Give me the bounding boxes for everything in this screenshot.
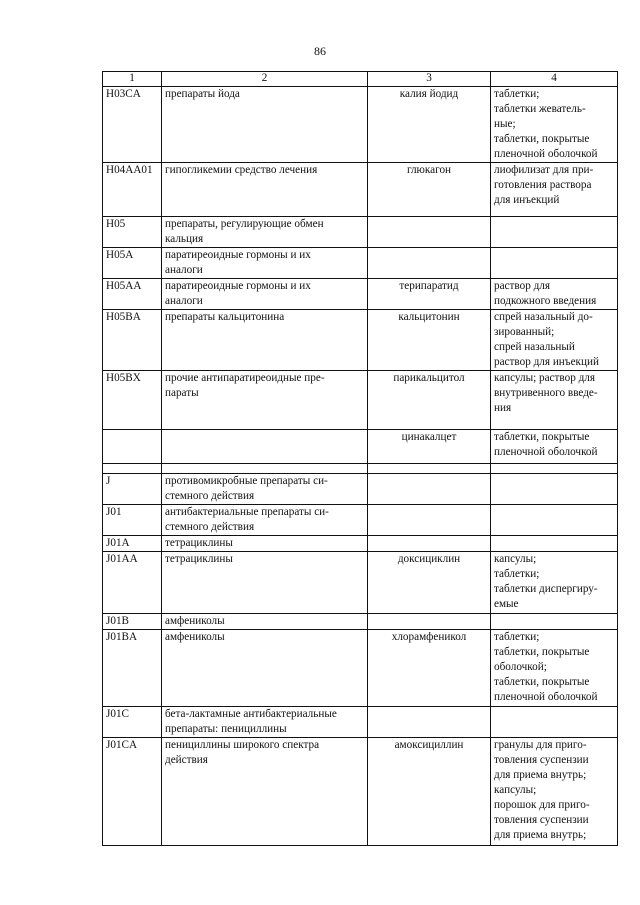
dosage-forms: лиофилизат для при- готовления раствора для инъекций — [491, 163, 618, 217]
atc-code: H04AA01 — [103, 163, 162, 217]
atc-code: J01AA — [103, 552, 162, 614]
table-row — [103, 163, 618, 217]
dosage-forms — [491, 536, 618, 552]
atc-code: H05 — [103, 217, 162, 248]
pharmacological-group: препараты, регулирующие обмен кальция — [162, 217, 368, 248]
table-row — [103, 552, 618, 614]
drug-table — [102, 71, 618, 846]
table-row — [103, 430, 618, 464]
table-row — [103, 248, 618, 279]
drug-name: кальцитонин — [368, 310, 491, 371]
pharmacological-group: тетрациклины — [162, 552, 368, 614]
column-header: 3 — [368, 72, 491, 87]
atc-code: H05AA — [103, 279, 162, 310]
drug-name: глюкагон — [368, 163, 491, 217]
dosage-forms: капсулы; таблетки; таблетки диспергиру- емые — [491, 552, 618, 614]
dosage-forms: раствор для подкожного введения — [491, 279, 618, 310]
dosage-forms — [491, 707, 618, 738]
dosage-forms — [491, 474, 618, 505]
table-row — [103, 87, 618, 163]
atc-code: J — [103, 474, 162, 505]
table-row — [103, 536, 618, 552]
drug-name — [368, 614, 491, 630]
atc-code: H03CA — [103, 87, 162, 163]
drug-name: доксициклин — [368, 552, 491, 614]
atc-code — [103, 430, 162, 464]
dosage-forms — [491, 217, 618, 248]
pharmacological-group: паратиреоидные гормоны и их аналоги — [162, 248, 368, 279]
column-header: 1 — [103, 72, 162, 87]
drug-name: калия йодид — [368, 87, 491, 163]
dosage-forms — [491, 505, 618, 536]
dosage-forms: спрей назальный до- зированный; спрей назальный раствор для инъекций — [491, 310, 618, 371]
dosage-forms: таблетки; таблетки, покрытые оболочкой; таблетки, покрытые пленочной оболочкой — [491, 630, 618, 707]
pharmacological-group: противомикробные препараты си- стемного действия — [162, 474, 368, 505]
dosage-forms: таблетки, покрытые пленочной оболочкой — [491, 430, 618, 464]
drug-name: хлорамфеникол — [368, 630, 491, 707]
column-header: 4 — [491, 72, 618, 87]
atc-code: J01 — [103, 505, 162, 536]
drug-name — [368, 536, 491, 552]
atc-code: J01A — [103, 536, 162, 552]
pharmacological-group: гипогликемии средство лечения — [162, 163, 368, 217]
table-row — [103, 217, 618, 248]
pharmacological-group: паратиреоидные гормоны и их аналоги — [162, 279, 368, 310]
pharmacological-group: антибактериальные препараты си- стемного действия — [162, 505, 368, 536]
pharmacological-group — [162, 430, 368, 464]
table-row — [103, 279, 618, 310]
pharmacological-group: препараты кальцитонина — [162, 310, 368, 371]
atc-code: H05A — [103, 248, 162, 279]
pharmacological-group: амфениколы — [162, 630, 368, 707]
table-header-row — [103, 72, 618, 87]
column-header: 2 — [162, 72, 368, 87]
pharmacological-group: препараты йода — [162, 87, 368, 163]
table-row — [103, 464, 618, 474]
atc-code: J01C — [103, 707, 162, 738]
drug-name: терипаратид — [368, 279, 491, 310]
pharmacological-group: прочие антипаратиреоидные пре- параты — [162, 371, 368, 430]
dosage-forms: таблетки; таблетки жеватель- ные; таблетки, покрытые пленочной оболочкой — [491, 87, 618, 163]
table-row — [103, 371, 618, 430]
drug-name — [368, 707, 491, 738]
table-row — [103, 474, 618, 505]
drug-name: цинакалцет — [368, 430, 491, 464]
pharmacological-group: амфениколы — [162, 614, 368, 630]
pharmacological-group: тетрациклины — [162, 536, 368, 552]
table-row — [103, 505, 618, 536]
table-row — [103, 630, 618, 707]
pharmacological-group: пенициллины широкого спектра действия — [162, 738, 368, 846]
drug-name: амоксициллин — [368, 738, 491, 846]
drug-name — [368, 217, 491, 248]
pharmacological-group: бета-лактамные антибактериальные препараты: пенициллины — [162, 707, 368, 738]
dosage-forms: капсулы; раствор для внутривенного введе- ния — [491, 371, 618, 430]
atc-code: H05BX — [103, 371, 162, 430]
atc-code: H05BA — [103, 310, 162, 371]
drug-name — [368, 474, 491, 505]
table-row — [103, 310, 618, 371]
page-number: 86 — [314, 44, 326, 58]
table-row — [103, 707, 618, 738]
dosage-forms: гранулы для приго- товления суспензии для приема внутрь; капсулы; порошок для приго- товления суспензии для приема внутрь; — [491, 738, 618, 846]
atc-code: J01B — [103, 614, 162, 630]
atc-code: J01BA — [103, 630, 162, 707]
drug-name: парикальцитол — [368, 371, 491, 430]
table-row — [103, 614, 618, 630]
atc-code: J01CA — [103, 738, 162, 846]
dosage-forms — [491, 248, 618, 279]
dosage-forms — [491, 614, 618, 630]
drug-name — [368, 505, 491, 536]
table-row — [103, 738, 618, 846]
drug-name — [368, 248, 491, 279]
